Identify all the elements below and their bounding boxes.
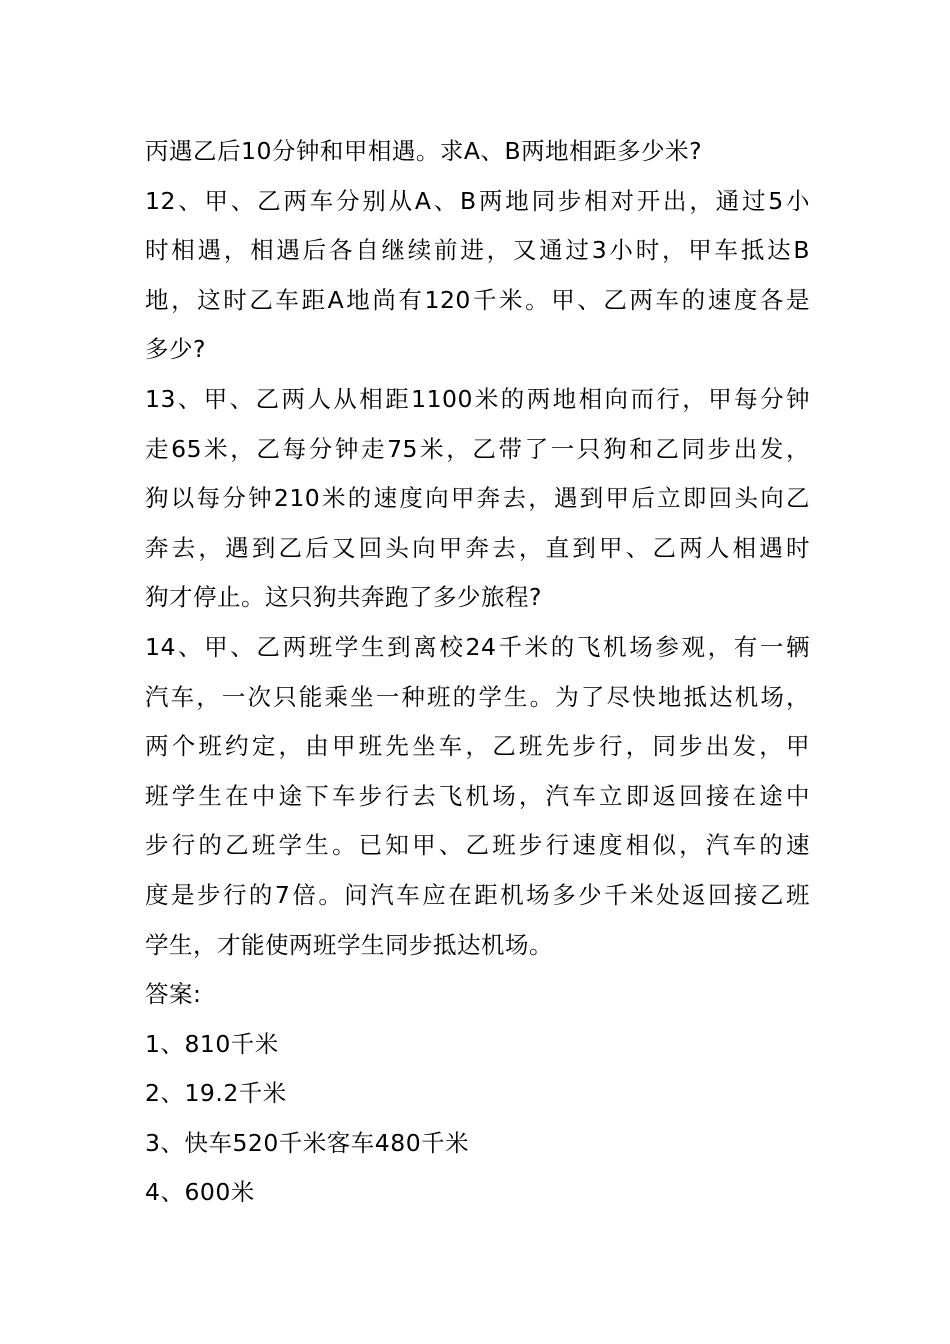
text-line: 步行的乙班学生。已知甲、乙班步行速度相似，汽车的速 [145, 831, 810, 860]
text-line: 班学生在中途下车步行去飞机场，汽车立即返回接在途中 [145, 781, 810, 810]
text-line: 时相遇，相遇后各自继续前进，又通过3小时，甲车抵达B [145, 236, 810, 265]
text-line: 学生，才能使两班学生同步抵达机场。 [145, 930, 553, 959]
text-line: 13、甲、乙两人从相距1100米的两地相向而行，甲每分钟 [145, 384, 810, 413]
answer-line: 3、快车520千米客车480千米 [145, 1128, 470, 1157]
text-line: 奔去，遇到乙后又回头向甲奔去，直到甲、乙两人相遇时 [145, 533, 810, 562]
answer-line: 2、19.2千米 [145, 1079, 287, 1108]
text-line: 地，这时乙车距A地尚有120千米。甲、乙两车的速度各是 [145, 285, 810, 314]
text-line: 走65米，乙每分钟走75米，乙带了一只狗和乙同步出发， [145, 434, 810, 463]
text-line: 14、甲、乙两班学生到离校24千米的飞机场参观，有一辆 [145, 632, 810, 661]
document-body [145, 127, 810, 1218]
answers-heading: 答案: [145, 980, 202, 1009]
text-line: 丙遇乙后10分钟和甲相遇。求A、B两地相距多少米? [145, 137, 703, 165]
text-line: 汽车，一次只能乘坐一种班的学生。为了尽快地抵达机场， [145, 682, 810, 711]
text-line: 狗以每分钟210米的速度向甲奔去，遇到甲后立即回头向乙 [145, 484, 810, 513]
answer-line: 4、600米 [145, 1178, 255, 1207]
text-line: 两个班约定，由甲班先坐车，乙班先步行，同步出发，甲 [145, 732, 810, 761]
text-line: 度是步行的7倍。问汽车应在距机场多少千米处返回接乙班 [145, 880, 810, 909]
text-line: 狗才停止。这只狗共奔跑了多少旅程? [145, 583, 542, 612]
text-line: 多少? [145, 335, 206, 364]
text-line: 12、甲、乙两车分别从A、B两地同步相对开出，通过5小 [145, 186, 810, 215]
answer-line: 1、810千米 [145, 1029, 279, 1058]
